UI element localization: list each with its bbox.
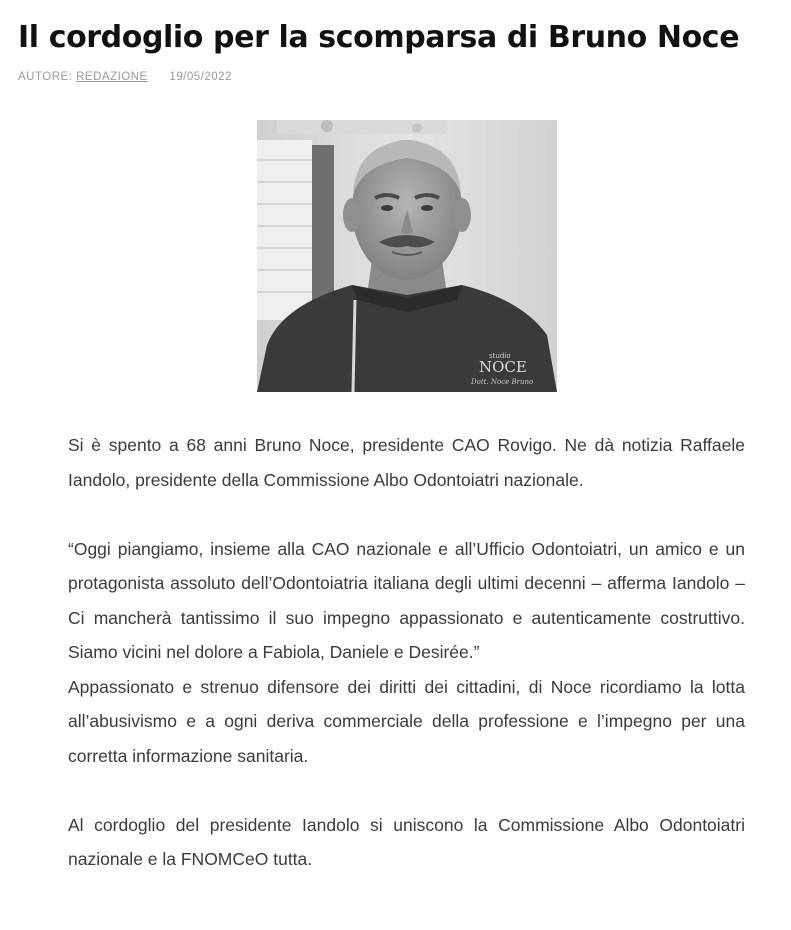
paragraph-closing: Al cordoglio del presidente Iandolo si uniscono la Commissione Albo Odontoiatri nazionale e la FNOMCeO tutta. [68,814,745,869]
article-title: Il cordoglio per la scomparsa di Bruno Noce [18,20,740,55]
article-meta [18,71,232,83]
paragraph-quote: “Oggi piangiamo, insieme alla CAO nazionale e all’Ufficio Odontoiatri, un amico e un protagonista assoluto dell’Odontoiatria italiana degli ultimi decenni – afferma Iandolo – Ci mancherà tantissimo il suo impegno appassionato e autenticamente costruttivo. Siamo vicini nel dolore a Fabiola, Daniele e Desirée.” [68,538,745,662]
author-label: AUTORE: [18,71,73,83]
shirt-signature: Dott. Noce Bruno [471,378,534,386]
paragraph-tribute: Appassionato e strenuo difensore dei diritti dei cittadini, di Noce ricordiamo la lotta all’abusivismo e a ogni deriva commerciale della professione e l’impegno per una corretta informazione sanitaria. [68,676,745,766]
portrait-photo [257,120,557,392]
author-link[interactable]: REDAZIONE [76,71,148,83]
article-body [68,428,745,877]
paragraph-intro: Si è spento a 68 anni Bruno Noce, presidente CAO Rovigo. Ne dà notizia Raffaele Iandolo, presidente della Commissione Albo Odontoiatri nazionale. [68,435,745,490]
publish-date: 19/05/2022 [169,71,232,83]
shirt-logo-small: studio [489,352,511,360]
shirt-logo: NOCE [479,358,527,376]
